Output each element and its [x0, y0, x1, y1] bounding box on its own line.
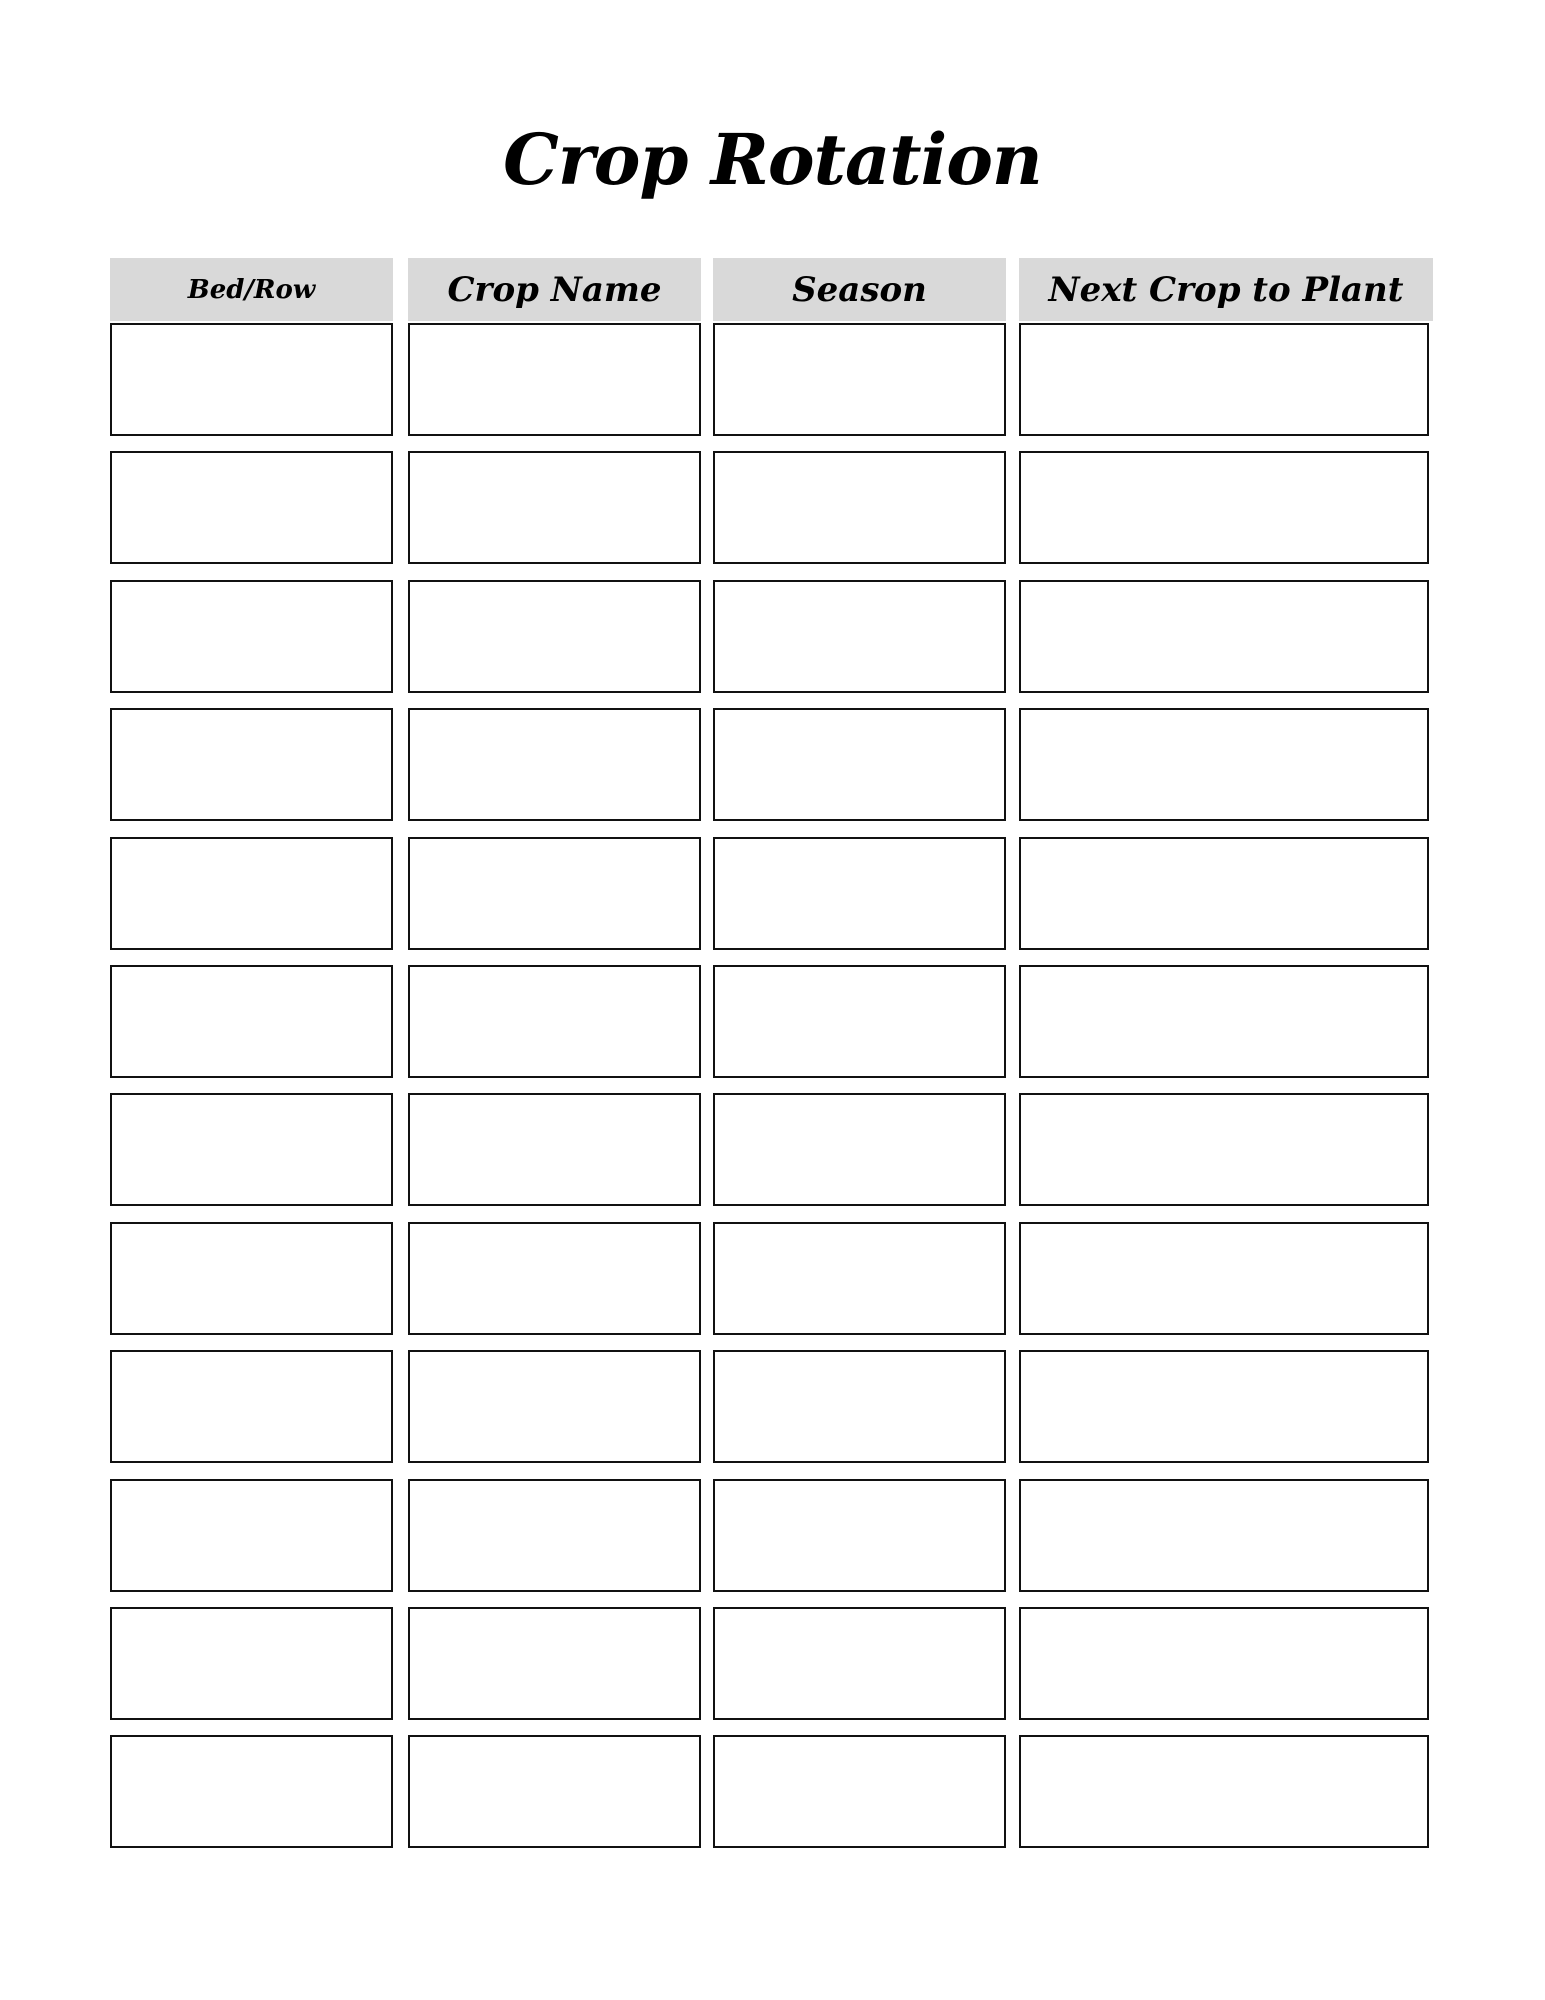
- cell-crop-name[interactable]: [408, 1350, 701, 1463]
- cell-season[interactable]: [713, 1479, 1006, 1592]
- cell-next-crop[interactable]: [1019, 965, 1429, 1078]
- cell-crop-name[interactable]: [408, 1607, 701, 1720]
- header-season: Season: [713, 258, 1006, 321]
- header-next-crop: Next Crop to Plant: [1019, 258, 1433, 321]
- cell-bed-row[interactable]: [110, 1222, 393, 1335]
- cell-next-crop[interactable]: [1019, 451, 1429, 564]
- cell-crop-name[interactable]: [408, 323, 701, 436]
- cell-season[interactable]: [713, 323, 1006, 436]
- cell-crop-name[interactable]: [408, 1479, 701, 1592]
- cell-bed-row[interactable]: [110, 323, 393, 436]
- cell-season[interactable]: [713, 1093, 1006, 1206]
- cell-crop-name[interactable]: [408, 1093, 701, 1206]
- cell-crop-name[interactable]: [408, 580, 701, 693]
- cell-crop-name[interactable]: [408, 708, 701, 821]
- cell-bed-row[interactable]: [110, 1479, 393, 1592]
- cell-bed-row[interactable]: [110, 1607, 393, 1720]
- cell-next-crop[interactable]: [1019, 1607, 1429, 1720]
- cell-season[interactable]: [713, 1350, 1006, 1463]
- cell-crop-name[interactable]: [408, 837, 701, 950]
- cell-next-crop[interactable]: [1019, 580, 1429, 693]
- cell-crop-name[interactable]: [408, 1735, 701, 1848]
- cell-next-crop[interactable]: [1019, 323, 1429, 436]
- header-crop-name: Crop Name: [408, 258, 701, 321]
- cell-bed-row[interactable]: [110, 1093, 393, 1206]
- cell-season[interactable]: [713, 1607, 1006, 1720]
- cell-next-crop[interactable]: [1019, 1222, 1429, 1335]
- cell-season[interactable]: [713, 708, 1006, 821]
- cell-bed-row[interactable]: [110, 451, 393, 564]
- cell-bed-row[interactable]: [110, 1735, 393, 1848]
- cell-next-crop[interactable]: [1019, 1735, 1429, 1848]
- cell-season[interactable]: [713, 1222, 1006, 1335]
- cell-bed-row[interactable]: [110, 580, 393, 693]
- cell-season[interactable]: [713, 837, 1006, 950]
- cell-season[interactable]: [713, 965, 1006, 1078]
- cell-next-crop[interactable]: [1019, 837, 1429, 950]
- page-title: Crop Rotation: [503, 118, 1042, 201]
- cell-season[interactable]: [713, 451, 1006, 564]
- cell-bed-row[interactable]: [110, 837, 393, 950]
- cell-bed-row[interactable]: [110, 965, 393, 1078]
- header-bed-row: Bed/Row: [110, 258, 393, 321]
- cell-season[interactable]: [713, 1735, 1006, 1848]
- cell-next-crop[interactable]: [1019, 1093, 1429, 1206]
- cell-next-crop[interactable]: [1019, 1479, 1429, 1592]
- cell-next-crop[interactable]: [1019, 1350, 1429, 1463]
- cell-crop-name[interactable]: [408, 451, 701, 564]
- cell-bed-row[interactable]: [110, 1350, 393, 1463]
- cell-crop-name[interactable]: [408, 1222, 701, 1335]
- cell-crop-name[interactable]: [408, 965, 701, 1078]
- cell-next-crop[interactable]: [1019, 708, 1429, 821]
- cell-season[interactable]: [713, 580, 1006, 693]
- cell-bed-row[interactable]: [110, 708, 393, 821]
